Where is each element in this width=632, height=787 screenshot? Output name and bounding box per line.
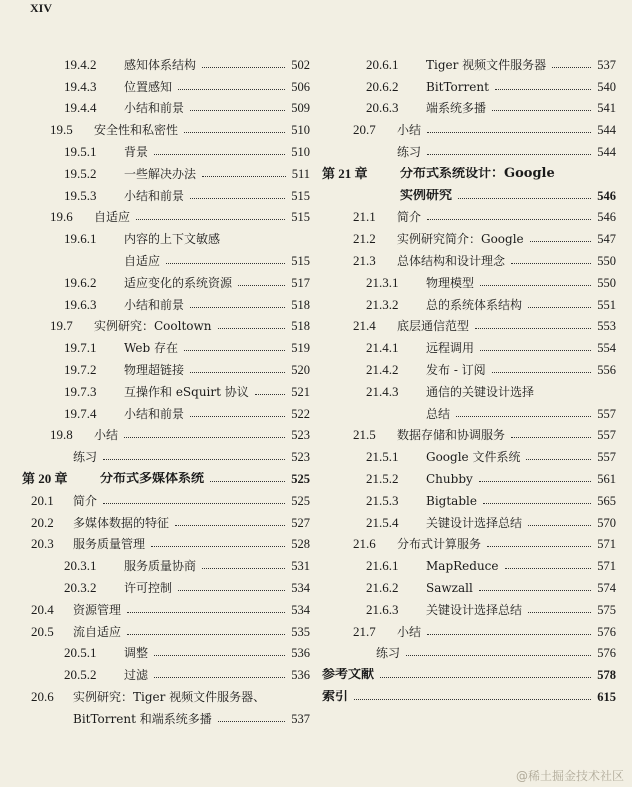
- toc-entry: [22, 268, 310, 290]
- section-title: 自适应: [94, 210, 131, 225]
- leader-dots: [202, 176, 286, 177]
- page-ref: 540: [597, 79, 616, 94]
- leader-dots: [406, 655, 591, 656]
- section-title: 小结和前景: [124, 297, 185, 312]
- toc-entry: [22, 377, 310, 399]
- section-title: 安全性和私密性: [94, 123, 179, 138]
- section-number: 21.6.3: [366, 601, 399, 617]
- page-ref: 557: [597, 428, 616, 443]
- page-ref: 544: [597, 123, 616, 138]
- toc-entry: [322, 399, 616, 421]
- page-ref: 534: [291, 602, 310, 617]
- leader-dots: [492, 110, 591, 111]
- toc-entry: [22, 682, 310, 704]
- toc-entry: [322, 159, 616, 181]
- section-title: 分布式系统设计：Google: [400, 166, 555, 181]
- section-title: 物理模型: [426, 275, 475, 290]
- toc-entry: [322, 573, 616, 595]
- toc-entry: [22, 617, 310, 639]
- section-number: 第 21 章: [322, 165, 368, 181]
- toc-entry: [22, 246, 310, 268]
- page-ref: 522: [291, 406, 310, 421]
- section-title: 实例研究：Cooltown: [94, 319, 212, 334]
- section-title: 远程调用: [426, 341, 475, 356]
- section-number: 20.3.1: [64, 558, 97, 574]
- page-ref: 510: [291, 123, 310, 138]
- section-number: 21.5.4: [366, 514, 399, 530]
- section-number: 21.5.2: [366, 470, 399, 486]
- page-ref: 528: [291, 537, 310, 552]
- leader-dots: [354, 699, 591, 700]
- section-number: 20.7: [353, 122, 376, 138]
- toc-entry: [22, 639, 310, 661]
- page-ref: 546: [597, 210, 616, 225]
- toc-entry: [322, 137, 616, 159]
- leader-dots: [178, 590, 285, 591]
- section-title: 感知体系结构: [124, 57, 197, 72]
- leader-dots: [456, 416, 591, 417]
- leader-dots: [218, 328, 286, 329]
- toc-entry: [22, 595, 310, 617]
- section-title: 索引: [322, 689, 349, 704]
- section-title: 流自适应: [73, 624, 122, 639]
- section-number: 19.7.3: [64, 383, 97, 399]
- toc-entry: [22, 72, 310, 94]
- toc-entry: [322, 290, 616, 312]
- section-title: 参考文献: [322, 668, 375, 683]
- leader-dots: [238, 285, 285, 286]
- leader-dots: [526, 459, 591, 460]
- leader-dots: [427, 219, 591, 220]
- page-ref: 502: [291, 57, 310, 72]
- section-number: 21.4: [353, 318, 376, 334]
- section-number: 21.5: [353, 427, 376, 443]
- page-ref: 551: [597, 297, 616, 312]
- section-title: 端系统多播: [426, 101, 487, 116]
- leader-dots: [479, 590, 591, 591]
- toc-entry: [22, 464, 310, 486]
- toc-entry: [22, 137, 310, 159]
- section-number: 19.5.3: [64, 187, 97, 203]
- toc-entry: [22, 399, 310, 421]
- toc-entry: [322, 268, 616, 290]
- section-title: 发布 - 订阅: [426, 362, 486, 377]
- section-number: 21.4.3: [366, 383, 399, 399]
- page-ref: 521: [291, 384, 310, 399]
- toc-entry: [322, 551, 616, 573]
- section-title: Bigtable: [426, 493, 477, 508]
- leader-dots: [458, 198, 591, 199]
- section-number: 19.6.3: [64, 296, 97, 312]
- leader-dots: [480, 285, 591, 286]
- section-number: 19.7.4: [64, 405, 97, 421]
- page-ref: 553: [597, 319, 616, 334]
- leader-dots: [184, 350, 285, 351]
- leader-dots: [210, 481, 285, 482]
- leader-dots: [184, 132, 285, 133]
- page-ref: 557: [597, 450, 616, 465]
- section-number: 20.1: [31, 492, 54, 508]
- section-number: 19.7.2: [64, 361, 97, 377]
- leader-dots: [552, 67, 591, 68]
- leader-dots: [127, 612, 285, 613]
- leader-dots: [511, 263, 591, 264]
- toc-entry: [322, 639, 616, 661]
- section-number: 20.6.1: [366, 56, 399, 72]
- section-number: 21.3: [353, 252, 376, 268]
- leader-dots: [255, 394, 285, 395]
- page-ref: 535: [291, 624, 310, 639]
- page-ref: 615: [597, 689, 616, 704]
- page-ref: 546: [597, 188, 616, 203]
- toc-entry: [22, 486, 310, 508]
- page-ref: 519: [291, 341, 310, 356]
- section-number: 20.6.2: [366, 78, 399, 94]
- page-ref: 536: [291, 646, 310, 661]
- page-ref: 537: [291, 711, 310, 726]
- section-number: 21.6.1: [366, 558, 399, 574]
- leader-dots: [528, 307, 591, 308]
- section-title: 总结: [426, 406, 451, 421]
- section-number: 19.7.1: [64, 340, 97, 356]
- leader-dots: [492, 372, 592, 373]
- page-ref: 550: [597, 253, 616, 268]
- toc-entry: [322, 508, 616, 530]
- leader-dots: [528, 525, 591, 526]
- page-ref: 517: [291, 275, 310, 290]
- section-number: 19.5.2: [64, 165, 97, 181]
- section-number: 20.5.1: [64, 645, 97, 661]
- section-title: Sawzall: [426, 580, 473, 595]
- toc-entry: [322, 50, 616, 72]
- section-title: 适应变化的系统资源: [124, 275, 233, 290]
- section-title: 简介: [397, 210, 422, 225]
- section-number: 19.4.4: [64, 100, 97, 116]
- section-title: 实例研究：Tiger 视频文件服务器、: [73, 689, 266, 704]
- toc-entry: [22, 312, 310, 334]
- leader-dots: [530, 241, 592, 242]
- toc-entry: [22, 181, 310, 203]
- page-ref: 536: [291, 668, 310, 683]
- leader-dots: [166, 263, 285, 264]
- section-number: 21.5.3: [366, 492, 399, 508]
- section-title: 实例研究简介：Google: [397, 232, 524, 247]
- leader-dots: [480, 350, 591, 351]
- toc-entry: [322, 224, 616, 246]
- section-number: 20.5: [31, 623, 54, 639]
- section-number: 19.5.1: [64, 143, 97, 159]
- section-title: Chubby: [426, 471, 473, 486]
- toc-entry: [322, 660, 616, 682]
- leader-dots: [483, 503, 591, 504]
- section-title: 物理超链接: [124, 362, 185, 377]
- toc-entry: [322, 421, 616, 443]
- section-title: 小结和前景: [124, 101, 185, 116]
- leader-dots: [218, 721, 286, 722]
- section-title: 小结: [397, 624, 422, 639]
- page-ref: 515: [291, 210, 310, 225]
- watermark: @稀土掘金技术社区: [515, 769, 624, 783]
- section-title: 简介: [73, 493, 98, 508]
- leader-dots: [479, 481, 591, 482]
- section-title: 练习: [376, 646, 401, 661]
- page-ref: 537: [597, 57, 616, 72]
- section-number: 第 20 章: [22, 470, 68, 486]
- leader-dots: [190, 110, 285, 111]
- section-title: 总的系统体系结构: [426, 297, 523, 312]
- section-title: Google 文件系统: [426, 450, 521, 465]
- section-title: BitTorrent: [426, 79, 489, 94]
- page-ref: 531: [291, 559, 310, 574]
- section-title: 小结和前景: [124, 406, 185, 421]
- section-title: 关键设计选择总结: [426, 515, 523, 530]
- section-number: 21.7: [353, 623, 376, 639]
- section-number: 21.4.1: [366, 340, 399, 356]
- toc-entry: [322, 682, 616, 704]
- section-number: 20.6.3: [366, 100, 399, 116]
- leader-dots: [103, 503, 285, 504]
- section-number: 19.8: [50, 427, 73, 443]
- toc-entry: [22, 421, 310, 443]
- page-ref: 515: [291, 253, 310, 268]
- page-ref: 571: [597, 559, 616, 574]
- page-ref: 510: [291, 144, 310, 159]
- section-number: 20.2: [31, 514, 54, 530]
- section-title: 关键设计选择总结: [426, 602, 523, 617]
- leader-dots: [190, 372, 285, 373]
- page-number: XIV: [30, 1, 53, 15]
- toc-entry: [322, 595, 616, 617]
- section-title: MapReduce: [426, 559, 499, 574]
- toc-entry: [322, 94, 616, 116]
- toc-entry: [22, 333, 310, 355]
- leader-dots: [380, 677, 591, 678]
- toc-entry: [22, 115, 310, 137]
- leader-dots: [528, 612, 591, 613]
- toc-entry: [322, 530, 616, 552]
- section-title: 小结: [397, 123, 422, 138]
- section-title: 调整: [124, 646, 149, 661]
- toc-entry: [322, 464, 616, 486]
- page-ref: 525: [291, 493, 310, 508]
- section-title: BitTorrent 和端系统多播: [73, 711, 212, 726]
- page-ref: 576: [597, 624, 616, 639]
- section-title: 通信的关键设计选择: [426, 384, 535, 399]
- section-title: Web 存在: [124, 341, 178, 356]
- page-ref: 565: [597, 493, 616, 508]
- leader-dots: [127, 634, 285, 635]
- page-ref: 550: [597, 275, 616, 290]
- section-number: 19.4.2: [64, 56, 97, 72]
- toc-entry: [322, 617, 616, 639]
- leader-dots: [505, 568, 592, 569]
- toc-entry: [322, 486, 616, 508]
- leader-dots: [103, 459, 285, 460]
- page-ref: 578: [597, 668, 616, 683]
- section-number: 21.4.2: [366, 361, 399, 377]
- section-number: 19.6.1: [64, 231, 97, 247]
- toc-entry: [22, 573, 310, 595]
- section-title: 小结和前景: [124, 188, 185, 203]
- section-number: 19.5: [50, 122, 73, 138]
- page-ref: 511: [291, 166, 310, 181]
- page-ref: 506: [291, 79, 310, 94]
- page-ref: 525: [291, 471, 310, 486]
- toc-entry: [22, 442, 310, 464]
- toc-entry: [22, 290, 310, 312]
- toc-entry: [322, 312, 616, 334]
- toc-entry: [22, 530, 310, 552]
- toc-entry: [22, 159, 310, 181]
- leader-dots: [427, 132, 591, 133]
- section-title: 练习: [397, 144, 422, 159]
- section-number: 19.7: [50, 318, 73, 334]
- toc-entry: [22, 50, 310, 72]
- leader-dots: [511, 437, 591, 438]
- toc-entry: [22, 355, 310, 377]
- leader-dots: [151, 546, 285, 547]
- page-ref: 556: [597, 362, 616, 377]
- toc-entry: [322, 333, 616, 355]
- section-title: 背景: [124, 144, 149, 159]
- section-title: 过滤: [124, 668, 149, 683]
- section-title: 小结: [94, 428, 119, 443]
- leader-dots: [175, 525, 285, 526]
- leader-dots: [190, 307, 285, 308]
- leader-dots: [190, 416, 285, 417]
- toc-entry: [322, 377, 616, 399]
- toc-entry: [22, 508, 310, 530]
- leader-dots: [154, 677, 285, 678]
- page-ref: 575: [597, 602, 616, 617]
- section-title: 许可控制: [124, 580, 173, 595]
- leader-dots: [136, 219, 285, 220]
- toc-entry: [322, 181, 616, 203]
- page-ref: 523: [291, 450, 310, 465]
- section-number: 21.3.2: [366, 296, 399, 312]
- toc-entry: [22, 551, 310, 573]
- page-ref: 547: [597, 232, 616, 247]
- leader-dots: [124, 437, 285, 438]
- section-number: 19.6: [50, 209, 73, 225]
- section-title: 服务质量管理: [73, 537, 146, 552]
- page-ref: 554: [597, 341, 616, 356]
- leader-dots: [475, 328, 591, 329]
- leader-dots: [154, 154, 285, 155]
- toc-entry: [22, 94, 310, 116]
- page-ref: 534: [291, 580, 310, 595]
- page-ref: 576: [597, 646, 616, 661]
- toc-entry: [322, 72, 616, 94]
- section-title: 分布式多媒体系统: [100, 471, 205, 486]
- page-ref: 523: [291, 428, 310, 443]
- section-title: 多媒体数据的特征: [73, 515, 170, 530]
- section-number: 21.3.1: [366, 274, 399, 290]
- toc-entry: [22, 660, 310, 682]
- section-number: 21.2: [353, 231, 376, 247]
- page-ref: 520: [291, 362, 310, 377]
- page-ref: 557: [597, 406, 616, 421]
- section-title: 自适应: [124, 253, 161, 268]
- section-title: 分布式计算服务: [397, 537, 482, 552]
- toc-entry: [322, 442, 616, 464]
- page-ref: 570: [597, 515, 616, 530]
- section-number: 21.1: [353, 209, 376, 225]
- toc-entry: [322, 246, 616, 268]
- page-ref: 515: [291, 188, 310, 203]
- section-title: Tiger 视频文件服务器: [426, 57, 547, 72]
- toc-entry: [22, 224, 310, 246]
- section-number: 19.6.2: [64, 274, 97, 290]
- section-title: 总体结构和设计理念: [397, 253, 506, 268]
- section-number: 20.4: [31, 601, 54, 617]
- section-number: 21.6.2: [366, 579, 399, 595]
- page-ref: 518: [291, 319, 310, 334]
- section-title: 实例研究: [400, 188, 453, 203]
- leader-dots: [427, 634, 591, 635]
- section-number: 20.5.2: [64, 667, 97, 683]
- toc-left-column: [22, 50, 310, 726]
- section-title: 互操作和 eSquirt 协议: [124, 384, 249, 399]
- page-ref: 527: [291, 515, 310, 530]
- section-title: 数据存储和协调服务: [397, 428, 506, 443]
- section-title: 内容的上下文敏感: [124, 232, 221, 247]
- page-ref: 544: [597, 144, 616, 159]
- leader-dots: [190, 198, 285, 199]
- leader-dots: [178, 89, 285, 90]
- leader-dots: [202, 67, 285, 68]
- page-ref: 571: [597, 537, 616, 552]
- section-title: 一些解决办法: [124, 166, 197, 181]
- leader-dots: [427, 154, 591, 155]
- page-ref: 541: [597, 101, 616, 116]
- page-ref: 574: [597, 580, 616, 595]
- section-number: 19.4.3: [64, 78, 97, 94]
- section-title: 位置感知: [124, 79, 173, 94]
- section-title: 底层通信范型: [397, 319, 470, 334]
- leader-dots: [154, 655, 285, 656]
- page-ref: 518: [291, 297, 310, 312]
- toc-right-column: [322, 50, 616, 704]
- section-number: 20.6: [31, 688, 54, 704]
- toc-entry: [22, 203, 310, 225]
- section-title: 服务质量协商: [124, 559, 197, 574]
- section-number: 20.3: [31, 536, 54, 552]
- section-number: 21.6: [353, 536, 376, 552]
- page-ref: 509: [291, 101, 310, 116]
- page-ref: 561: [597, 471, 616, 486]
- toc-entry: [322, 115, 616, 137]
- section-title: 资源管理: [73, 602, 122, 617]
- section-number: 20.3.2: [64, 579, 97, 595]
- section-title: 练习: [73, 450, 98, 465]
- toc-entry: [322, 203, 616, 225]
- leader-dots: [495, 89, 591, 90]
- leader-dots: [487, 546, 591, 547]
- leader-dots: [202, 568, 285, 569]
- section-number: 21.5.1: [366, 449, 399, 465]
- toc-entry: [322, 355, 616, 377]
- toc-entry: [22, 704, 310, 726]
